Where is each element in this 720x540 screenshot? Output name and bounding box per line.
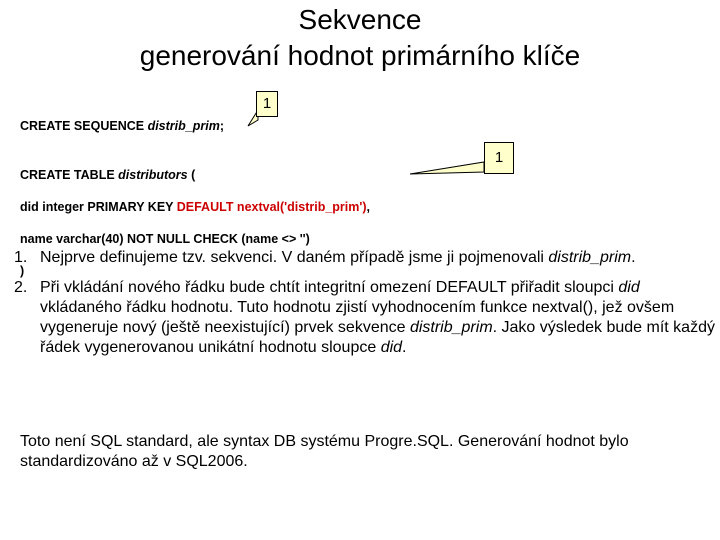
sequence-statement	[20, 118, 224, 134]
seq-suffix: ;	[219, 119, 224, 133]
title-line-1: Sekvence	[298, 4, 422, 35]
table-suffix: (	[187, 168, 196, 182]
table-name: distributors	[118, 168, 188, 182]
standard-note: Toto není SQL standard, ale syntax DB systému Progre.SQL. Generování hodnot bylo standardizováno až v SQL2006.	[20, 433, 629, 470]
did-line	[20, 199, 370, 215]
list-text-part: Nejprve definujeme tzv. sekvenci. V daném případě jsme ji pojmenovali	[40, 249, 549, 266]
close-paren: )	[20, 264, 25, 278]
slide-title	[0, 2, 720, 74]
list-item	[14, 278, 720, 358]
callout-1-label: 1	[262, 95, 272, 112]
list-number: 2.	[14, 279, 28, 296]
did-default: DEFAULT nextval('distrib_prim')	[176, 200, 367, 214]
list-text-italic: distrib_prim	[409, 319, 493, 336]
list-text-part: . Jako výsledek bude mít každý řádek vygenerovanou unikátní hodnotu sloupce	[40, 319, 715, 356]
callout-2-pointer	[410, 162, 484, 174]
seq-prefix: CREATE SEQUENCE	[20, 119, 148, 133]
callout-1	[256, 91, 278, 117]
list-text-part: Při vkládání nového řádku bude chtít integritní omezení DEFAULT přiřadit sloupci	[40, 279, 619, 296]
list-item	[14, 248, 720, 268]
name-line: name varchar(40) NOT NULL CHECK (name <> '')	[20, 232, 310, 246]
list-text-italic: did	[380, 339, 403, 356]
list-text	[40, 278, 720, 358]
list-text-italic: distrib_prim	[548, 249, 632, 266]
explanation-list	[14, 248, 720, 368]
callout-2-label: 1	[494, 149, 504, 166]
did-prefix: did integer PRIMARY KEY	[20, 200, 177, 214]
list-number: 1.	[14, 249, 28, 266]
list-text	[40, 248, 720, 268]
callout-2	[484, 142, 514, 174]
table-line	[20, 167, 370, 183]
title-line-2: generování hodnot primárního klíče	[139, 40, 581, 71]
seq-name: distrib_prim	[147, 119, 220, 133]
table-prefix: CREATE TABLE	[20, 168, 119, 182]
list-text-part: .	[631, 249, 636, 266]
did-suffix: ,	[366, 200, 370, 214]
list-text-part: vkládaného řádku hodnotu. Tuto hodnotu zjistí vyhodnocením funkce nextval(), jež ovšem vygeneruje nový (ještě neexistující) prvek sekvence	[40, 299, 675, 336]
list-text-part: .	[402, 339, 407, 356]
list-text-italic: did	[618, 279, 640, 296]
